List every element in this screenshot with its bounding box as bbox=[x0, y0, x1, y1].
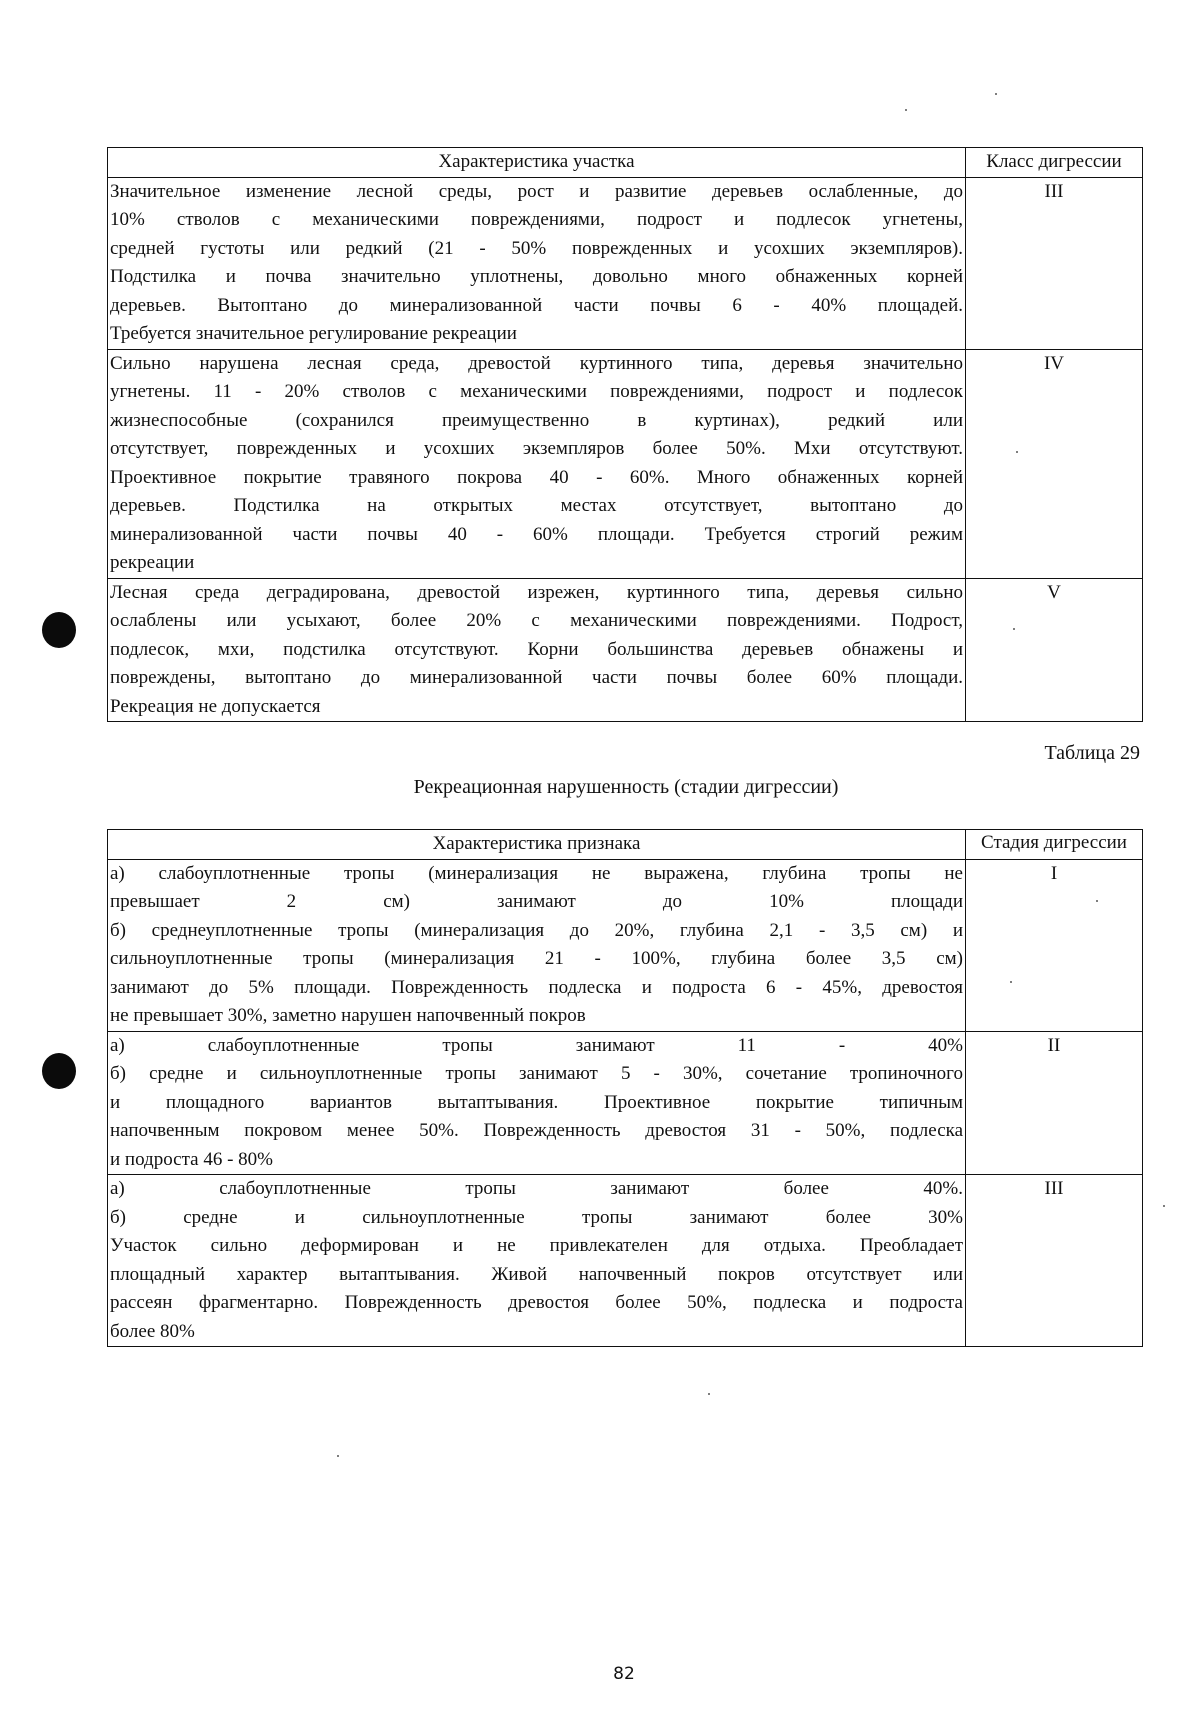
scan-speck bbox=[1163, 1205, 1165, 1207]
row-description bbox=[108, 177, 966, 349]
digression-class-cell: IV bbox=[966, 349, 1143, 578]
row-description bbox=[108, 1175, 966, 1347]
description-line: средней густоты или редкий (21 - 50% поврежденных и усохших экземпляров). bbox=[110, 237, 963, 259]
description-line: сильноуплотненные тропы (минерализация 21 - 100%, глубина более 3,5 см) bbox=[110, 948, 963, 969]
digression-class-cell: V bbox=[966, 578, 1143, 722]
column-header-stage: Стадия дигрессии bbox=[966, 830, 1143, 860]
description-line: б) среднеуплотненные тропы (минерализация до 20%, глубина 2,1 - 3,5 см) и bbox=[110, 919, 963, 941]
description-line: а) слабоуплотненные тропы занимают 11 - 40% bbox=[110, 1034, 963, 1056]
table-number: Таблица 29 bbox=[1044, 742, 1140, 764]
description-line: превышает 2 см) занимают до 10% площади bbox=[110, 891, 963, 912]
punch-hole-top bbox=[42, 612, 76, 648]
description-line: отсутствует, поврежденных и усохших экземпляров более 50%. Мхи отсутствуют. bbox=[110, 438, 963, 459]
page-number: 82 bbox=[613, 1664, 635, 1684]
digression-class-cell: III bbox=[966, 177, 1143, 349]
description-line: занимают до 5% площади. Поврежденность подлеска и подроста 6 - 45%, древостоя bbox=[110, 976, 963, 998]
description-line: деревьев. Вытоптано до минерализованной части почвы 6 - 40% площадей. bbox=[110, 294, 963, 316]
description-line: б) средне и сильноуплотненные тропы занимают более 30% bbox=[110, 1206, 963, 1228]
table-row bbox=[108, 578, 1143, 722]
digression-stage-cell: I bbox=[966, 859, 1143, 1031]
table2-body bbox=[108, 859, 1143, 1347]
description-line: подлесок, мхи, подстилка отсутствуют. Корни большинства деревьев обнажены и bbox=[110, 638, 963, 660]
digression-stage-cell: II bbox=[966, 1031, 1143, 1175]
scan-speck bbox=[905, 109, 907, 111]
table-row bbox=[108, 859, 1143, 1031]
description-line: Проективное покрытие травяного покрова 40 - 60%. Много обнаженных корней bbox=[110, 466, 963, 488]
description-line: рекреации bbox=[110, 552, 195, 573]
description-line: ослаблены или усыхают, более 20% с механическими повреждениями. Подрост, bbox=[110, 610, 963, 631]
table-row bbox=[108, 177, 1143, 349]
description-line: напочвенным покровом менее 50%. Поврежденность древостоя 31 - 50%, подлеска bbox=[110, 1120, 963, 1141]
description-line: Требуется значительное регулирование рекреации bbox=[110, 323, 517, 344]
row-description bbox=[108, 578, 966, 722]
description-line: Подстилка и почва значительно уплотнены, довольно много обнаженных корней bbox=[110, 266, 963, 287]
column-header-characteristic: Характеристика участка bbox=[108, 148, 966, 178]
description-line: повреждены, вытоптано до минерализованной части почвы более 60% площади. bbox=[110, 667, 963, 688]
table-title: Рекреационная нарушенность (стадии дигрессии) bbox=[413, 776, 839, 798]
digression-stage-cell: III bbox=[966, 1175, 1143, 1347]
description-line: Рекреация не допускается bbox=[110, 695, 321, 717]
scan-speck bbox=[995, 93, 997, 95]
table-row bbox=[108, 349, 1143, 578]
description-line: Лесная среда деградирована, древостой изрежен, куртинного типа, деревья сильно bbox=[110, 581, 963, 603]
description-line: б) средне и сильноуплотненные тропы занимают 5 - 30%, сочетание тропиночного bbox=[110, 1063, 963, 1084]
table-row bbox=[108, 1175, 1143, 1347]
description-line: жизнеспособные (сохранился преимущественно в куртинах), редкий или bbox=[110, 409, 963, 431]
description-line: минерализованной части почвы 40 - 60% площади. Требуется строгий режим bbox=[110, 523, 963, 545]
description-line: не превышает 30%, заметно нарушен напочвенный покров bbox=[110, 1005, 586, 1026]
description-line: Сильно нарушена лесная среда, древостой куртинного типа, деревья значительно bbox=[110, 352, 963, 374]
description-line: угнетены. 11 - 20% стволов с механическими повреждениями, подрост и подлесок bbox=[110, 381, 963, 402]
description-line: и площадного вариантов вытаптывания. Проективное покрытие типичным bbox=[110, 1091, 963, 1113]
row-description bbox=[108, 859, 966, 1031]
description-line: деревьев. Подстилка на открытых местах отсутствует, вытоптано до bbox=[110, 495, 963, 516]
description-line: и подроста 46 - 80% bbox=[110, 1148, 273, 1170]
description-line: а) слабоуплотненные тропы занимают более 40%. bbox=[110, 1178, 963, 1199]
description-line: Участок сильно деформирован и не привлекателен для отдыха. Преобладает bbox=[110, 1235, 963, 1256]
punch-hole-bottom bbox=[42, 1053, 76, 1089]
column-header-feature: Характеристика признака bbox=[108, 830, 966, 860]
row-description bbox=[108, 1031, 966, 1175]
table-row bbox=[108, 1031, 1143, 1175]
scan-speck bbox=[337, 1455, 339, 1457]
table1-body bbox=[108, 177, 1143, 722]
scan-speck bbox=[708, 1393, 710, 1395]
digression-class-table bbox=[107, 147, 1143, 722]
description-line: рассеян фрагментарно. Поврежденность древостоя более 50%, подлеска и подроста bbox=[110, 1292, 963, 1313]
description-line: Значительное изменение лесной среды, рост и развитие деревьев ослабленные, до bbox=[110, 180, 963, 202]
row-description bbox=[108, 349, 966, 578]
column-header-class: Класс дигрессии bbox=[966, 148, 1143, 178]
digression-stage-table bbox=[107, 829, 1143, 1347]
description-line: более 80% bbox=[110, 1320, 195, 1342]
description-line: площадный характер вытаптывания. Живой напочвенный покров отсутствует или bbox=[110, 1263, 963, 1285]
description-line: а) слабоуплотненные тропы (минерализация не выражена, глубина тропы не bbox=[110, 862, 963, 884]
description-line: 10% стволов с механическими повреждениями, подрост и подлесок угнетены, bbox=[110, 209, 963, 230]
